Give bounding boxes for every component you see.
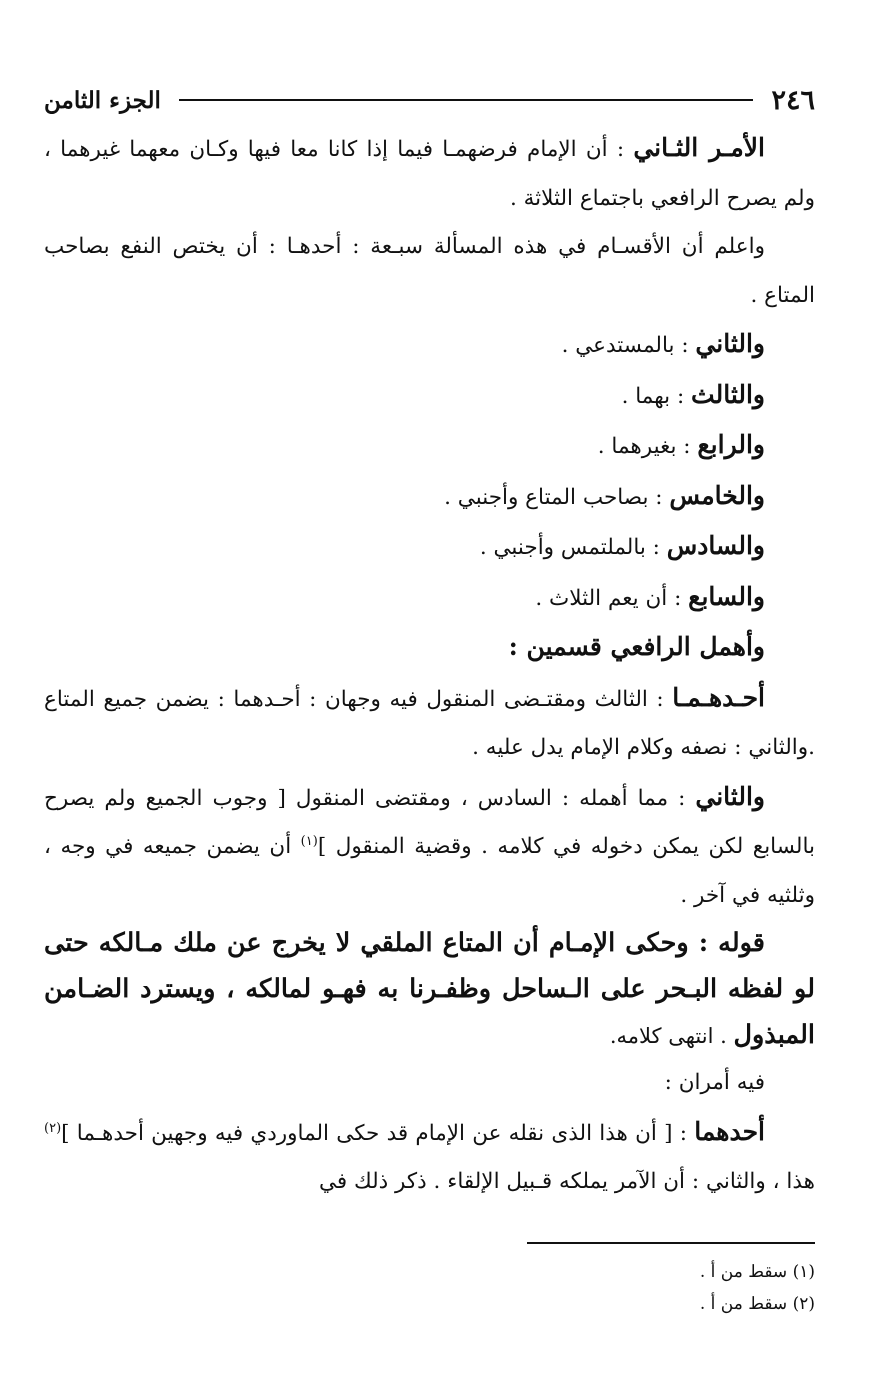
main-text: [44, 124, 815, 1207]
paragraph-lead: والثاني: [695, 781, 765, 811]
quote-end: . انتهى كلامه.: [609, 1024, 734, 1048]
item-text: : بالملتمس وأجنبي .: [479, 535, 660, 560]
paragraph-text: واعلم أن الأقسـام في هذه المسألة سبـعة : أحدهـا : أن يختص النفع بصاحب المتاع .: [44, 234, 815, 308]
item-text: : بهما .: [621, 383, 685, 409]
list-item: [44, 472, 815, 523]
footnote-mark: (١): [300, 833, 318, 849]
header-rule: [179, 99, 754, 101]
paragraph: [44, 773, 815, 921]
paragraph-text: : مما أهمله : السادس ، ومقتضى المنقول [ وجوب الجميع ولم يصرح بالسابع لكن يمكن دخوله في كلامه . وقضية المنقول ]: [44, 785, 815, 859]
paragraph: [44, 1059, 815, 1108]
item-lead: والخامس: [669, 480, 765, 510]
list-item: [44, 320, 815, 371]
item-text: : أن يعم الثلاث .: [535, 585, 682, 611]
running-title: الجزء الثامن: [44, 86, 161, 114]
paragraph-lead: أحـدهـمـا: [672, 682, 765, 712]
item-lead: والثاني: [695, 329, 765, 358]
paragraph: [44, 674, 815, 773]
list-item: [44, 421, 815, 472]
paragraph-lead: أحدهما: [694, 1116, 765, 1146]
footnote: (٢) سقط من أ .: [699, 1294, 815, 1314]
item-text: : بالمستدعي .: [561, 333, 689, 358]
paragraph: [44, 124, 815, 223]
footnote-mark: (٢): [44, 1120, 62, 1136]
paragraph-text: هذا ، والثاني : أن الآمر يملكه قـبيل الإلقاء . ذكر ذلك في: [318, 1169, 815, 1194]
paragraph-text: : أن الإمام فرضهمـا فيما إذا كانا معا فيها وكـان معهما غيرهما ، ولم يصرح الرافعي باجتماع الثلاثة .: [44, 137, 815, 211]
list-item: [44, 573, 815, 624]
footnote: (١) سقط من أ .: [699, 1262, 815, 1282]
footnotes: [44, 1256, 815, 1320]
paragraph-text: : الثالث ومقتـضى المنقول فيه وجهان : أحـدهما : يضمن جميع المتاع .والثاني : نصفه وكلام الإمام يدل عليه .: [44, 686, 815, 760]
paragraph-text: فيه أمران :: [664, 1070, 765, 1095]
item-lead: والسابع: [688, 581, 765, 611]
quoted-passage: [44, 920, 815, 1059]
section-heading: [44, 623, 815, 674]
page-number: ٢٤٦: [771, 84, 815, 116]
page-header: [44, 80, 815, 120]
list-item: [44, 522, 815, 573]
heading-text: وأهمل الرافعي قسمين :: [508, 632, 765, 661]
item-lead: والثالث: [691, 379, 765, 409]
item-lead: والسادس: [666, 531, 765, 560]
paragraph: [44, 223, 815, 320]
item-lead: والرابع: [697, 430, 765, 459]
paragraph-lead: الأمـر الثـاني: [633, 133, 765, 162]
item-text: : بصاحب المتاع وأجنبي .: [444, 484, 663, 510]
paragraph-text: أن يضمن جميعه في وجه ، وثلثيه في آخر .: [44, 834, 815, 908]
paragraph-text: : [ أن هذا الذى نقله عن الإمام قد حكى الماوردي فيه وجهين أحدهـما ]: [61, 1120, 687, 1146]
footnote-rule: [527, 1242, 815, 1244]
item-text: : بغيرهما .: [597, 434, 691, 459]
list-item: [44, 371, 815, 422]
quote-text: قوله : وحكى الإمـام أن المتاع الملقي لا يخرج عن ملك مـالكه حتى لو لفظه البـحر على الـساحل وظفـرنا به فهـو لمالكه ، ويسترد الضـامن المبذول: [44, 928, 815, 1050]
paragraph: [44, 1108, 815, 1207]
